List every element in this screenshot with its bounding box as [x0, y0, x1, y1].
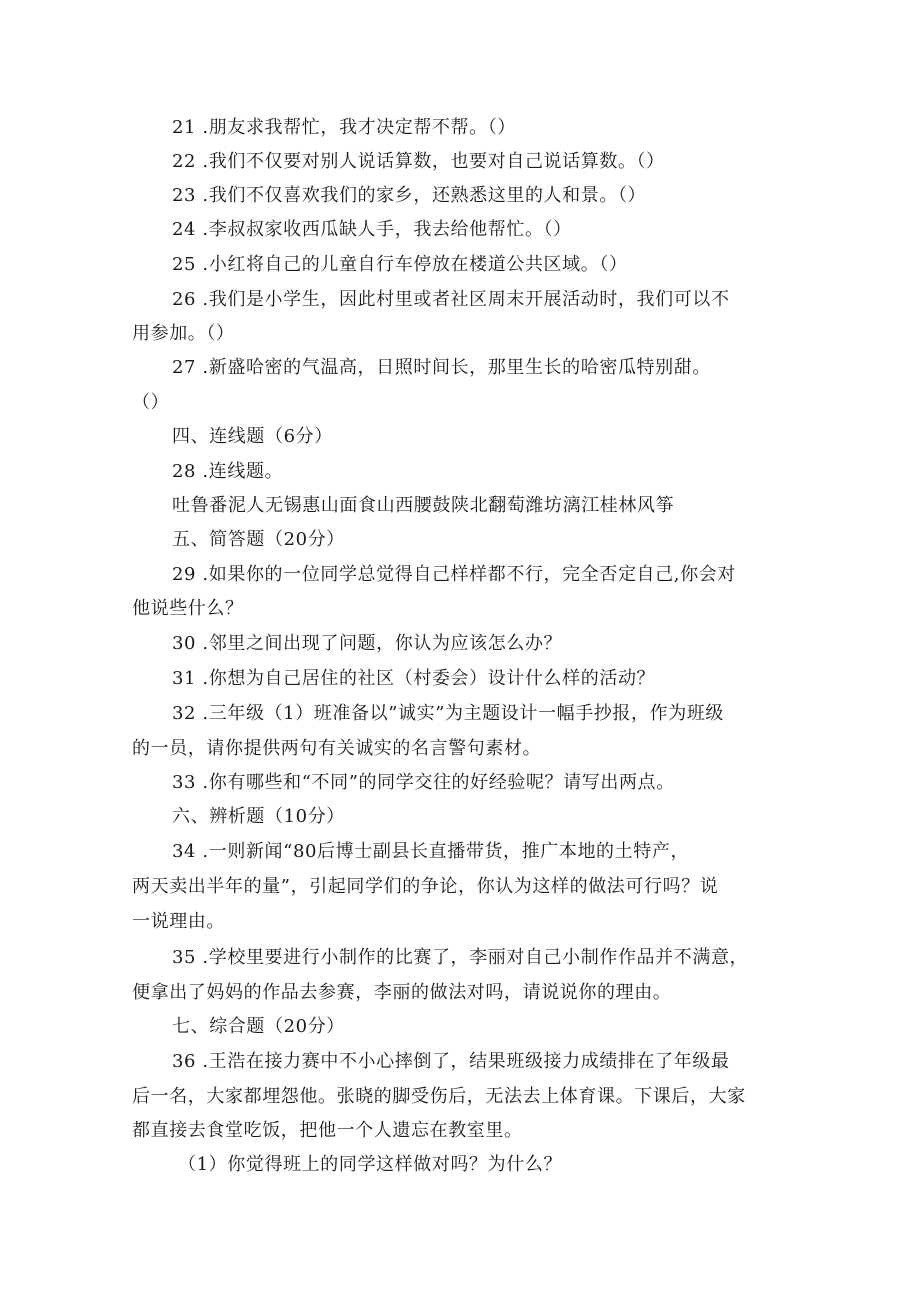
- question-25: 25 .小红将自己的儿童自行车停放在楼道公共区域。（）: [172, 254, 628, 275]
- question-34-line3: 一说理由。: [132, 911, 225, 932]
- section-six-heading: 六、辨析题（10分）: [172, 806, 345, 827]
- question-27-line2: （）: [132, 392, 170, 413]
- question-29-line1: 29 .如果你的一位同学总觉得自己样样都不行，完全否定自己,你会对: [172, 564, 736, 585]
- section-five-heading: 五、简答题（20分）: [172, 529, 345, 550]
- question-21: 21 .朋友求我帮忙，我才决定帮不帮。（）: [172, 117, 516, 138]
- question-33: 33 .你有哪些和“不同”的同学交往的好经验呢？请写出两点。: [172, 772, 675, 793]
- question-29-line2: 他说些什么？: [132, 598, 244, 619]
- matching-items: 吐鲁番泥人无锡惠山面食山西腰鼓陕北翻萄潍坊漓江桂林风筝: [172, 495, 675, 516]
- section-four-heading: 四、连线题（6分）: [172, 426, 333, 447]
- question-34-line2: 两天卖出半年的量”，引起同学们的争论，你认为这样的做法可行吗？说: [132, 876, 719, 897]
- question-28: 28 .连线题。: [172, 461, 284, 482]
- question-30: 30 .邻里之间出现了问题，你认为应该怎么办？: [172, 633, 563, 654]
- question-36-line2: 后一名，大家都埋怨他。张晓的脚受伤后，无法去上体育课。下课后，大家: [132, 1086, 746, 1107]
- question-36-line1: 36 .王浩在接力赛中不小心摔倒了，结果班级接力成绩排在了年级最: [172, 1051, 730, 1072]
- question-27-line1: 27 .新盛哈密的气温高，日照时间长，那里生长的哈密瓜特别甜。: [172, 357, 711, 378]
- question-31: 31 .你想为自己居住的社区（村委会）设计什么样的活动？: [172, 668, 656, 689]
- question-32-line2: 的一员，请你提供两句有关诚实的名言警句素材。: [132, 738, 542, 759]
- question-24: 24 .李叔叔家收西瓜缺人手，我去给他帮忙。（）: [172, 219, 572, 240]
- question-34-line1: 34 .一则新闻“80后博士副县长直播带货，推广本地的土特产，: [172, 841, 690, 862]
- question-26-line2: 用参加。（）: [132, 323, 235, 344]
- question-22: 22 .我们不仅要对别人说话算数，也要对自己说话算数。（）: [172, 151, 665, 172]
- question-36-line3: 都直接去食堂吃饭，把他一个人遗忘在教室里。: [132, 1120, 523, 1141]
- question-32-line1: 32 .三年级（1）班准备以”诚实”为主题设计一幅手抄报，作为班级: [172, 703, 725, 724]
- question-35-line2: 便拿出了妈妈的作品去参赛，李丽的做法对吗，请说说你的理由。: [132, 982, 672, 1003]
- question-36-part1: （1）你觉得班上的同学这样做对吗？为什么？: [178, 1154, 563, 1175]
- section-seven-heading: 七、综合题（20分）: [172, 1016, 345, 1037]
- question-35-line1: 35 .学校里要进行小制作的比赛了，李丽对自己小制作作品并不满意，: [172, 947, 749, 968]
- question-23: 23 .我们不仅喜欢我们的家乡，还熟悉这里的人和景。（）: [172, 185, 647, 206]
- question-26-line1: 26 .我们是小学生，因此村里或者社区周末开展活动时，我们可以不: [172, 289, 730, 310]
